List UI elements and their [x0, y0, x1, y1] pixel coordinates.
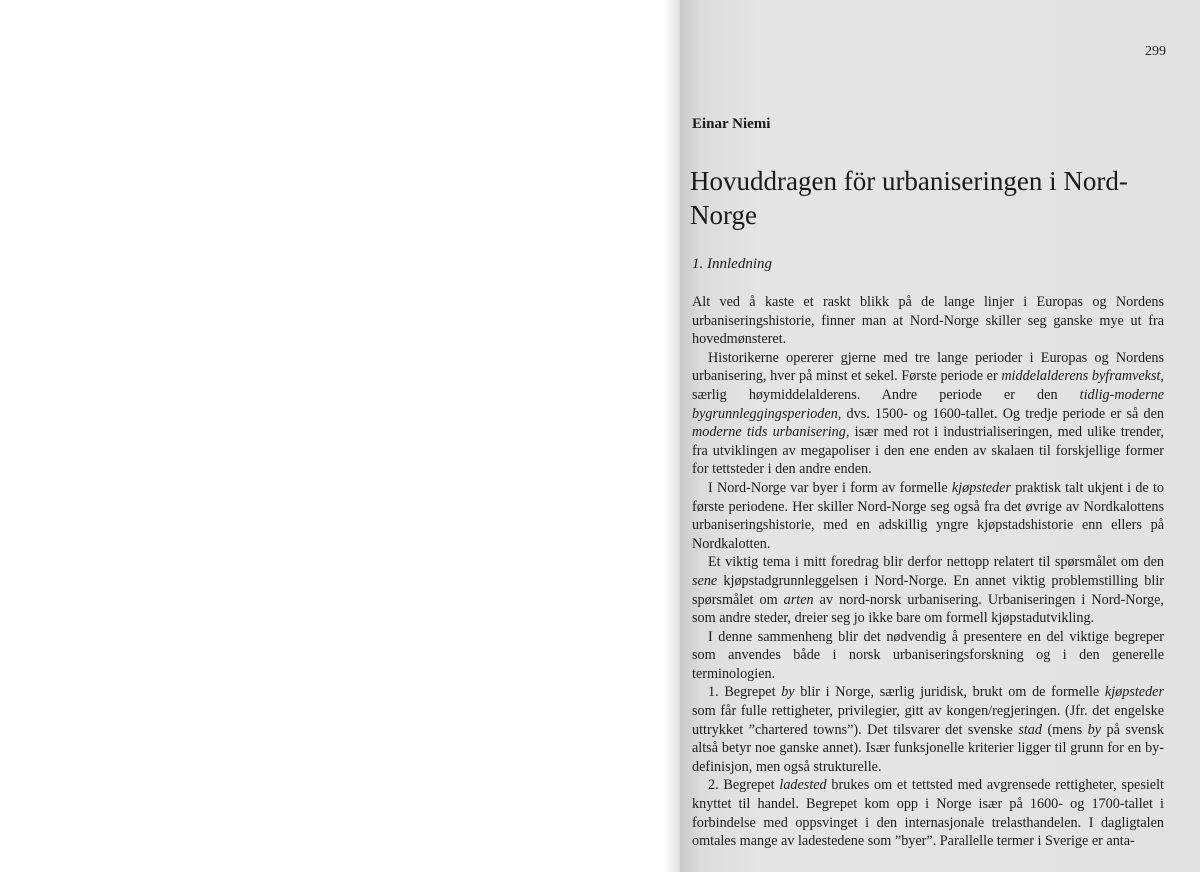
- author-name: Einar Niemi: [692, 116, 771, 132]
- text-run: Alt ved å kaste et raskt blikk på de lange linjer i Europas og Nordens urbaniseringshistorie, finner man at Nord-Norge skiller seg ganske mye ut fra hovedmønsteret.: [692, 294, 1164, 348]
- body-text: [692, 293, 1164, 851]
- text-run: Et viktig tema i mitt foredrag blir derfor nettopp relatert til spørsmålet om den: [708, 554, 1164, 571]
- chapter-title: Hovuddragen för urbaniseringen i Nord-Norge: [690, 166, 1128, 231]
- paragraph: [692, 683, 1164, 776]
- text-run: praktisk talt ukjent i de to første periodene. Her skiller Nord-Norge seg også fra det øvrige av Nordkalottens urbaniseringshistorie, med en adskillig yngre kjøpstadshistorie enn ellers på Nordkalotten.: [692, 479, 1164, 552]
- italic-text: arten: [783, 591, 814, 608]
- section-heading: 1. Innledning: [692, 256, 772, 272]
- italic-text: tidlig-moderne bygrunnleggingsperioden: [692, 386, 1164, 422]
- italic-text: by: [1087, 721, 1102, 738]
- text-run: kjøpstadgrunnleggelsen i Nord-Norge. En annet viktig problemstilling blir spørsmålet om: [692, 572, 1164, 608]
- italic-text: by: [781, 684, 795, 701]
- italic-text: stad: [1018, 721, 1042, 738]
- text-run: (mens: [1041, 721, 1088, 738]
- text-run: av nord-norsk urbanisering. Urbaniseringen i Nord-Norge, som andre steder, dreier seg jo ikke bare om formell kjøpstadutvikling.: [692, 591, 1164, 627]
- text-run: Historikerne opererer gjerne med tre lange perioder i Europas og Nordens urbanisering, hver på minst et sekel. Første periode er: [692, 349, 1164, 385]
- italic-text: kjøpsteder: [1104, 684, 1164, 701]
- italic-text: middelalderens byframvekst: [1001, 368, 1161, 385]
- page-number: 299: [1145, 44, 1166, 59]
- paragraph: [692, 553, 1164, 627]
- text-run: som får fulle rettigheter, privilegier, gitt av kongen/regjeringen. (Jfr. det engelske uttrykket ”chartered towns”). Det tilsvarer det svenske: [692, 703, 1164, 738]
- text-run: brukes om et tettsted med avgrensede rettigheter, spesielt knyttet til handel. Begrepet kom opp i Norge især på 1600- og 1700-tallet i forbindelse med oppsvinget i den internasjonale trelasthandelen. I dagligtalen omtales mange av ladestedene som ”byer”. Parallelle termer i Sverige er anta-: [692, 777, 1164, 850]
- italic-text: ladested: [779, 777, 827, 794]
- text-run: på svensk altså betyr noe ganske annet). Især funksjonelle kriterier ligger til grunn for en by-definisjon, men også strukturelle.: [692, 721, 1164, 775]
- text-run: I Nord-Norge var byer i form av formelle: [708, 479, 952, 496]
- text-run: , især med rot i industrialiseringen, med ulike trender, fra utviklingen av megapoliser i den ene enden av skalaen til forskjellige former for tettsteder i den andre enden.: [692, 424, 1164, 478]
- paragraph: [692, 479, 1164, 553]
- text-run: , dvs. 1500- og 1600-tallet. Og tredje periode er så den: [837, 405, 1164, 422]
- paragraph: [692, 628, 1164, 684]
- text-run: 1. Begrepet: [708, 684, 782, 701]
- text-run: blir i Norge, særlig juridisk, brukt om de formelle: [794, 684, 1105, 701]
- book-page: [680, 0, 1200, 872]
- italic-text: moderne tids urbanisering: [692, 424, 846, 441]
- text-run: 2. Begrepet: [708, 777, 780, 794]
- italic-text: sene: [692, 572, 718, 589]
- italic-text: kjøpsteder: [951, 479, 1011, 496]
- paragraph: [692, 349, 1164, 479]
- paragraph: [692, 293, 1164, 349]
- paragraph: [692, 776, 1164, 850]
- text-run: I denne sammenheng blir det nødvendig å presentere en del viktige begreper som anvendes både i norsk urbaniseringsforskning og i den generelle terminologien.: [692, 628, 1164, 682]
- text-run: , særlig høymiddelalderens. Andre periode er den: [692, 368, 1164, 403]
